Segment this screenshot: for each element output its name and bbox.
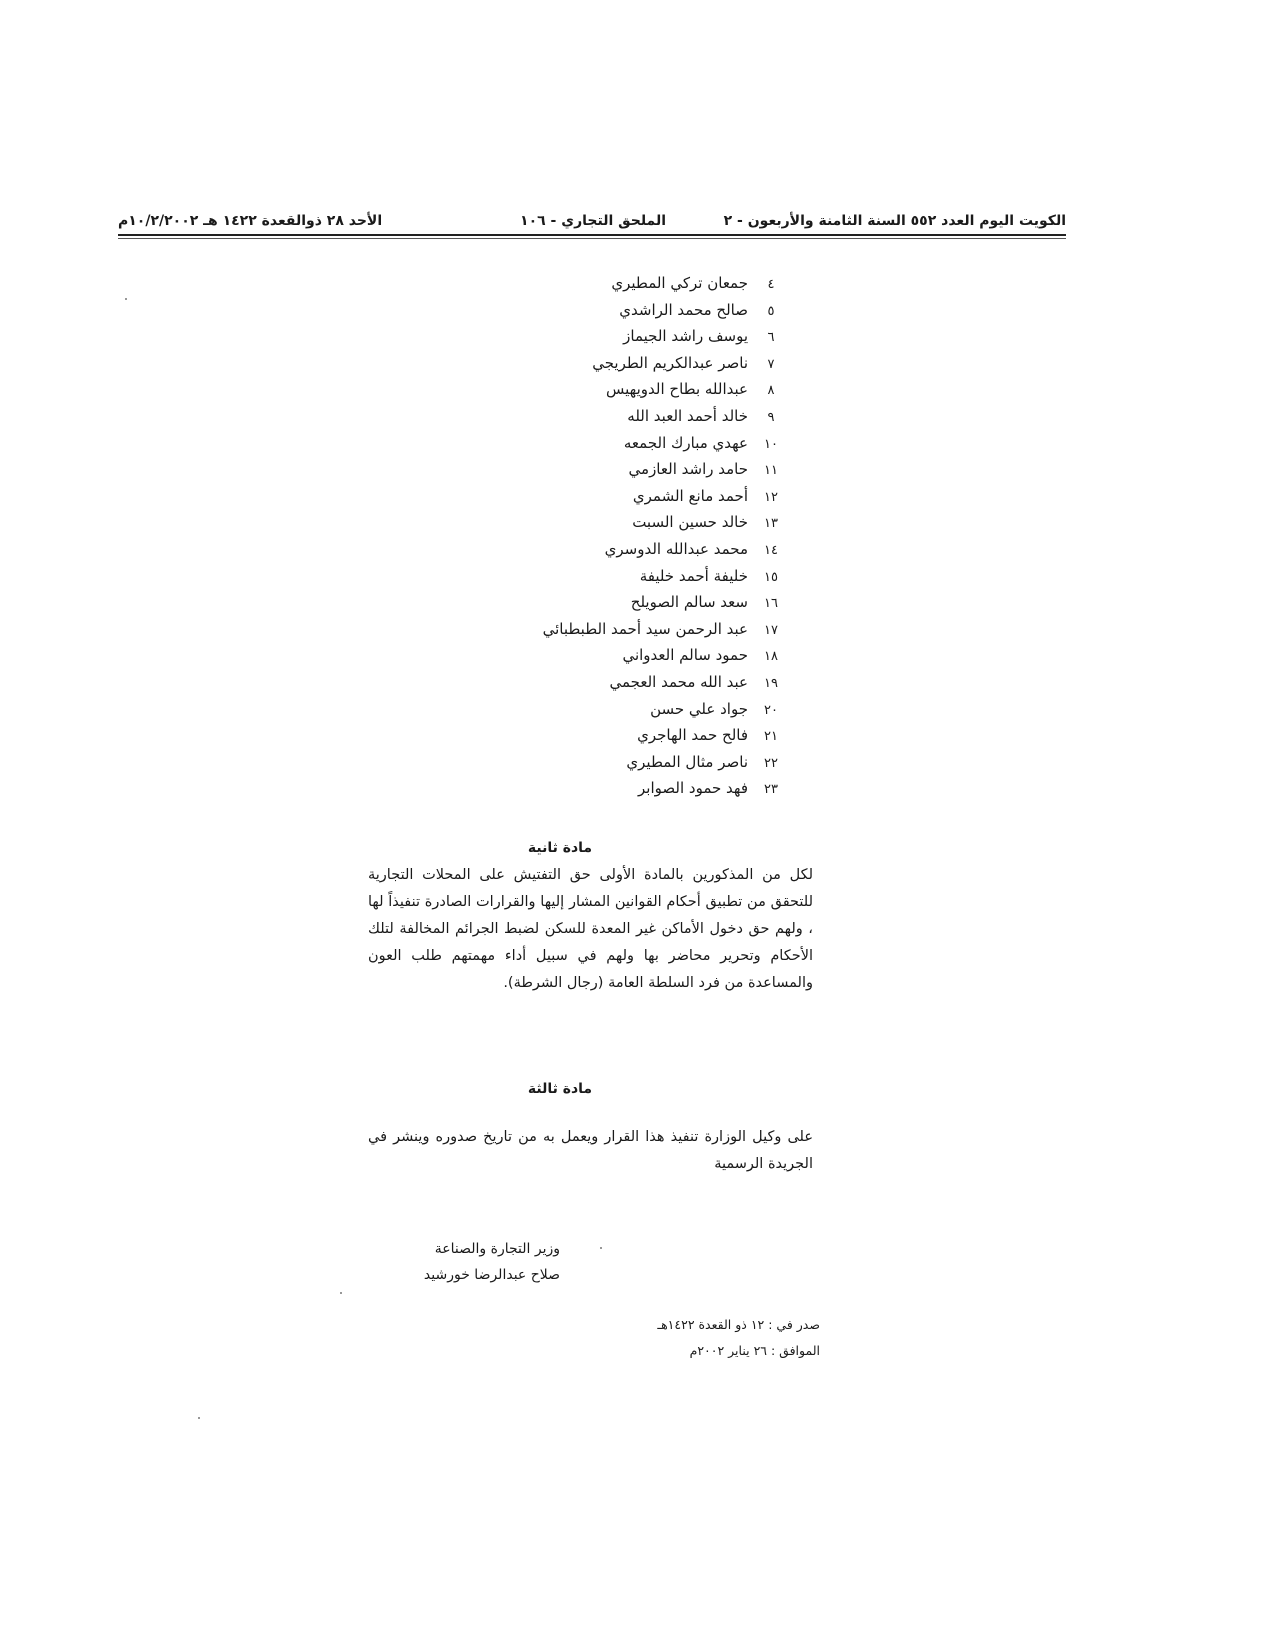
list-item-name: أحمد مانع الشمري xyxy=(632,486,748,505)
signature-block xyxy=(360,1236,560,1288)
list-item-number: ٢١ xyxy=(764,729,778,745)
issue-date-gregorian: الموافق : ٢٦ يناير ٢٠٠٢م xyxy=(689,1343,820,1358)
list-item-name: عبدالله بطاح الدويهيس xyxy=(606,380,748,399)
list-item-name: عهدي مبارك الجمعه xyxy=(623,433,748,452)
list-item-name: يوسف راشد الجيماز xyxy=(623,327,748,346)
list-item xyxy=(480,563,790,590)
scan-speck xyxy=(340,1292,342,1294)
article-2-title: مادة ثانية xyxy=(527,840,593,856)
list-item-name: عبد الله محمد العجمي xyxy=(609,672,748,691)
list-item-name: خالد حسين السبت xyxy=(632,513,748,532)
list-item-name: خالد أحمد العبد الله xyxy=(627,406,748,425)
list-item-number: ١٠ xyxy=(764,436,778,452)
list-item-name: محمد عبدالله الدوسري xyxy=(604,539,748,558)
list-item-number: ١٤ xyxy=(764,542,778,558)
list-item xyxy=(480,696,790,723)
list-item-number: ١٢ xyxy=(764,489,778,505)
list-item-number: ٦ xyxy=(767,330,775,346)
header-issue-info: الكويت اليوم العدد ٥٥٢ السنة الثامنة والأربعون - ٢ xyxy=(723,213,1066,229)
list-item-number: ١٥ xyxy=(764,569,778,585)
list-item-name: جواد علي حسن xyxy=(650,699,748,718)
list-item-name: صالح محمد الراشدي xyxy=(619,300,748,319)
list-item xyxy=(480,483,790,510)
list-item-name: فالح حمد الهاجري xyxy=(637,726,748,745)
list-item xyxy=(480,669,790,696)
scan-speck xyxy=(600,1247,602,1249)
list-item-number: ١٩ xyxy=(764,675,778,691)
list-item-number: ٥ xyxy=(767,303,775,319)
list-item-name: حامد راشد العازمي xyxy=(628,460,748,479)
signatory-role: وزير التجارة والصناعة xyxy=(434,1241,560,1257)
list-item xyxy=(480,376,790,403)
list-item xyxy=(480,430,790,457)
list-item xyxy=(480,536,790,563)
list-item-number: ٧ xyxy=(767,356,775,372)
list-item-number: ١٣ xyxy=(764,516,778,532)
list-item xyxy=(480,775,790,802)
list-item-name: ناصر مثال المطيري xyxy=(626,752,748,771)
scan-speck xyxy=(198,1417,200,1419)
list-item-name: خليفة أحمد خليفة xyxy=(639,566,748,585)
header-divider xyxy=(118,234,1066,236)
list-item-number: ٢٠ xyxy=(764,702,778,718)
signatory-name: صلاح عبدالرضا خورشيد xyxy=(423,1267,560,1283)
list-item xyxy=(480,722,790,749)
gazette-header xyxy=(118,208,1066,234)
header-divider-thin xyxy=(118,238,1066,239)
list-item-name: سعد سالم الصويلح xyxy=(630,593,748,612)
list-item xyxy=(480,589,790,616)
list-item xyxy=(480,323,790,350)
list-item-number: ٤ xyxy=(767,277,775,292)
list-item-number: ٢٢ xyxy=(764,755,778,771)
list-item-name: ناصر عبدالكريم الطريجي xyxy=(592,353,748,372)
list-item-number: ١٦ xyxy=(764,596,778,612)
list-item xyxy=(480,297,790,324)
names-list xyxy=(480,270,790,802)
list-item-number: ٢٣ xyxy=(764,782,778,798)
header-supplement: الملحق التجاري - ١٠٦ xyxy=(520,213,666,229)
list-item-number: ٨ xyxy=(767,383,775,399)
list-item xyxy=(480,749,790,776)
list-item xyxy=(480,642,790,669)
list-item xyxy=(480,616,790,643)
list-item-name: جمعان تركي المطيري xyxy=(611,274,748,292)
issue-date-hijri: صدر في : ١٢ ذو القعدة ١٤٢٢هـ xyxy=(657,1317,820,1332)
article-3-body: على وكيل الوزارة تنفيذ هذا القرار ويعمل به من تاريخ صدوره وينشر في الجريدة الرسمية xyxy=(368,1129,813,1172)
list-item-name: عبد الرحمن سيد أحمد الطبطبائي xyxy=(542,619,748,638)
list-item-number: ١٨ xyxy=(764,649,778,665)
list-item xyxy=(480,350,790,377)
list-item xyxy=(480,509,790,536)
article-2-body: لكل من المذكورين بالمادة الأولى حق التفتيش على المحلات التجارية للتحقق من تطبيق أحكام القوانين المشار إليها والقرارات الصادرة تنفيذاً لها ، ولهم حق دخول الأماكن غير المعدة للسكن لضبط الجرائم المخالفة لتلك الأحكام وتحرير محاضر بها ولهم في سبيل أداء مهمتهم طلب العون والمساعدة من فرد السلطة العامة (رجال الشرطة). xyxy=(368,867,813,991)
article-3-title: مادة ثالثة xyxy=(527,1081,593,1097)
list-item xyxy=(480,403,790,430)
scan-speck xyxy=(125,298,127,300)
header-date: الأحد ٢٨ ذوالقعدة ١٤٢٢ هـ ١٠/٢/٢٠٠٢م xyxy=(118,213,383,229)
list-item xyxy=(480,456,790,483)
list-item xyxy=(480,270,790,297)
list-item-number: ٩ xyxy=(767,409,775,425)
list-item-number: ١٧ xyxy=(764,622,778,638)
list-item-name: فهد حمود الصوابر xyxy=(638,779,748,798)
issue-date-block xyxy=(600,1312,820,1364)
list-item-number: ١١ xyxy=(764,463,778,479)
list-item-name: حمود سالم العدواني xyxy=(622,646,748,665)
